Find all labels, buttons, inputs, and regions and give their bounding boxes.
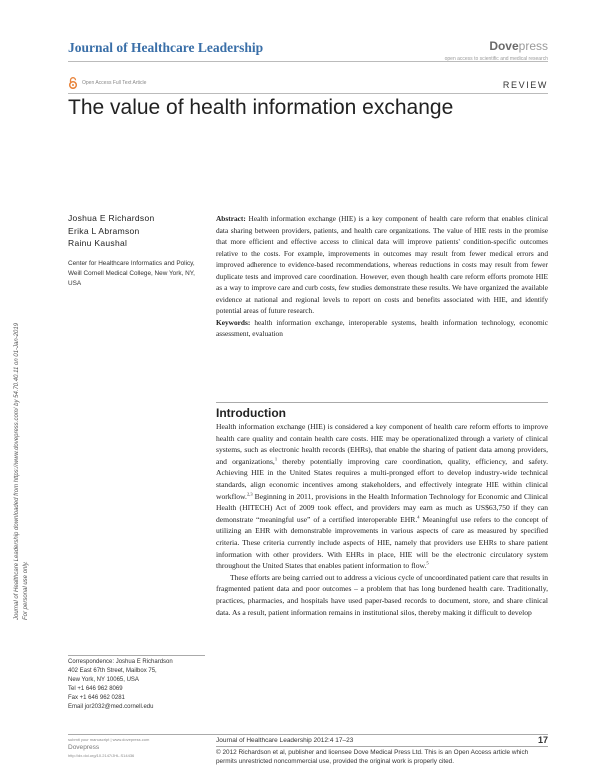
- open-access-lock-icon: [68, 77, 78, 89]
- footer-publisher-logo: [68, 743, 149, 753]
- citation-ref: 4: [417, 514, 420, 520]
- page-number: 17: [537, 735, 548, 745]
- author-affiliation: Center for Healthcare Informatics and Policy, Weill Cornell Medical College, New York, NY, USA: [68, 260, 195, 287]
- doi-link[interactable]: http://dx.doi.org/10.2147/JHL.S14436: [68, 753, 135, 758]
- abstract-text: Health information exchange (HIE) is a key component of health care reform that enables clinical data sharing between providers, patients, and health care organizations. The value of HIE rests in the promise that more efficient and effective access to clinical data will improve patients' condition-specific outcomes relative to the costs. For example, improvements in outcomes may result from fewer medical errors and improved adherence to evidence-based recommendations, whereas reductions in costs may result from fewer duplicate tests and improved care coordination. However, even though health care reform efforts promote HIE as a way to improve care and curb costs, few studies demonstrate these results. We have organized the available evidence at national and regional levels to report on costs and benefits associated with HIE, and identify potential areas of future research.: [216, 214, 548, 316]
- download-note-usage: For personal use only.: [23, 561, 29, 620]
- author-name: Joshua E Richardson: [68, 213, 155, 223]
- citation-ref: 2,3: [246, 491, 253, 497]
- journal-name: Journal of Healthcare Leadership: [68, 40, 264, 55]
- correspondence-divider: [68, 655, 205, 656]
- author-name: Erika L Abramson: [68, 225, 140, 236]
- body-text-span: Health information exchange (HIE) is considered a key component of health care reform efforts to improve health care quality and contain health care costs. HIE may be operationalized through a variety of clinical systems, such as electronic health records (EHRs), that enable the sharing of patient data among providers, and organizations,: [216, 422, 548, 466]
- citation-ref: 1: [274, 456, 278, 462]
- correspondence-block: [68, 658, 208, 712]
- keywords-paragraph: [216, 317, 548, 340]
- publisher-logo: [489, 39, 548, 53]
- introduction-body: [216, 421, 548, 618]
- body-paragraph: These efforts are being carried out to address a vicious cycle of uncoordinated patient care that results in fragmented patient data and poor outcomes – a problem that has long burdened health care. Traditionally, practices, pharmacies, and hospitals have used paper-based records to document, store, and share clinical data. As a result, patient information remains in institutional silos, thereby making it difficult to develop: [216, 572, 548, 617]
- download-note-source: Journal of Healthcare Leadership downloaded from https://www.dovepress.com/ by 54.70.40.11 on 01-Jan-2019: [14, 322, 20, 620]
- publisher-logo-light: press: [518, 39, 548, 53]
- title-divider: [68, 93, 548, 94]
- copyright-notice: © 2012 Richardson et al, publisher and licensee Dove Medical Press Ltd. This is an Open Access article which permits unrestricted noncommercial use, provided the original work is properly cited.: [216, 749, 529, 765]
- body-paragraph: [216, 421, 548, 572]
- correspondence-address: 402 East 67th Street, Mailbox 75,: [68, 668, 157, 674]
- abstract-divider: [216, 402, 548, 403]
- abstract-label: Abstract:: [216, 214, 246, 223]
- keywords-text: health information exchange, interoperable systems, health information technology, economic assessment, evaluation: [216, 317, 548, 339]
- correspondence-name: Correspondence: Joshua E Richardson: [68, 659, 173, 665]
- citation-ref: 5: [426, 560, 429, 566]
- correspondence-tel: Tel +1 646 962 8069: [68, 686, 123, 692]
- abstract-paragraph: [216, 213, 548, 317]
- correspondence-email[interactable]: Email jor2032@med.cornell.edu: [68, 704, 154, 710]
- open-access-row: [68, 77, 146, 89]
- footer-left: [68, 737, 149, 759]
- correspondence-fax: Fax +1 646 962 0281: [68, 695, 125, 701]
- author-name: Rainu Kaushal: [68, 238, 128, 248]
- article-type: REVIEW: [502, 80, 548, 90]
- download-note: [14, 150, 44, 620]
- footer-logo-light: press: [83, 744, 100, 751]
- body-text-span: Meaningful use refers to the concept of utilizing an EHR with demonstrable improvements in various aspects of care as measured by specified criteria. These criteria currently include aspects of HIE, namely that providers use EHRs to share patient information with other providers. With EHRs in place, HIE will be the electronic circulatory system throughout the United States that enables patient information to flow.: [216, 514, 549, 571]
- publisher-tagline: open access to scientific and medical research: [444, 56, 548, 62]
- header-divider: [68, 61, 548, 62]
- body-text-span: thereby potentially improving care coordination, quality, efficiency, and safety. Achieving HIE in the United States requires a multi-pronged effort to develop industry-wide technical standards, align economic incentives among stakeholders, and effectively integrate HIE within clinical workflow.: [216, 456, 548, 501]
- submit-link[interactable]: submit your manuscript | www.dovepress.com: [68, 737, 150, 742]
- footer-divider: [68, 734, 548, 735]
- section-heading: Introduction: [216, 406, 286, 420]
- open-access-label: Open Access Full Text Article: [82, 80, 147, 86]
- body-text-span: Beginning in 2011, provisions in the Health Information Technology for Economic and Clinical Health (HITECH) Act of 2009 took effect, and providers may earn as much as US$63,750 if they can demonstrate “meaningful use” of a certified interoperable EHR.: [216, 491, 548, 524]
- abstract: [216, 213, 548, 340]
- footer-logo-bold: Dove: [68, 744, 84, 751]
- publisher-logo-bold: Dove: [489, 39, 519, 53]
- keywords-label: Keywords:: [216, 317, 251, 327]
- article-title: The value of health information exchange: [68, 96, 454, 119]
- author-list: [68, 212, 155, 250]
- footer-citation-divider: [216, 746, 548, 747]
- correspondence-address: New York, NY 10065, USA: [68, 677, 139, 683]
- footer-citation: Journal of Healthcare Leadership 2012:4 17–23: [216, 737, 354, 744]
